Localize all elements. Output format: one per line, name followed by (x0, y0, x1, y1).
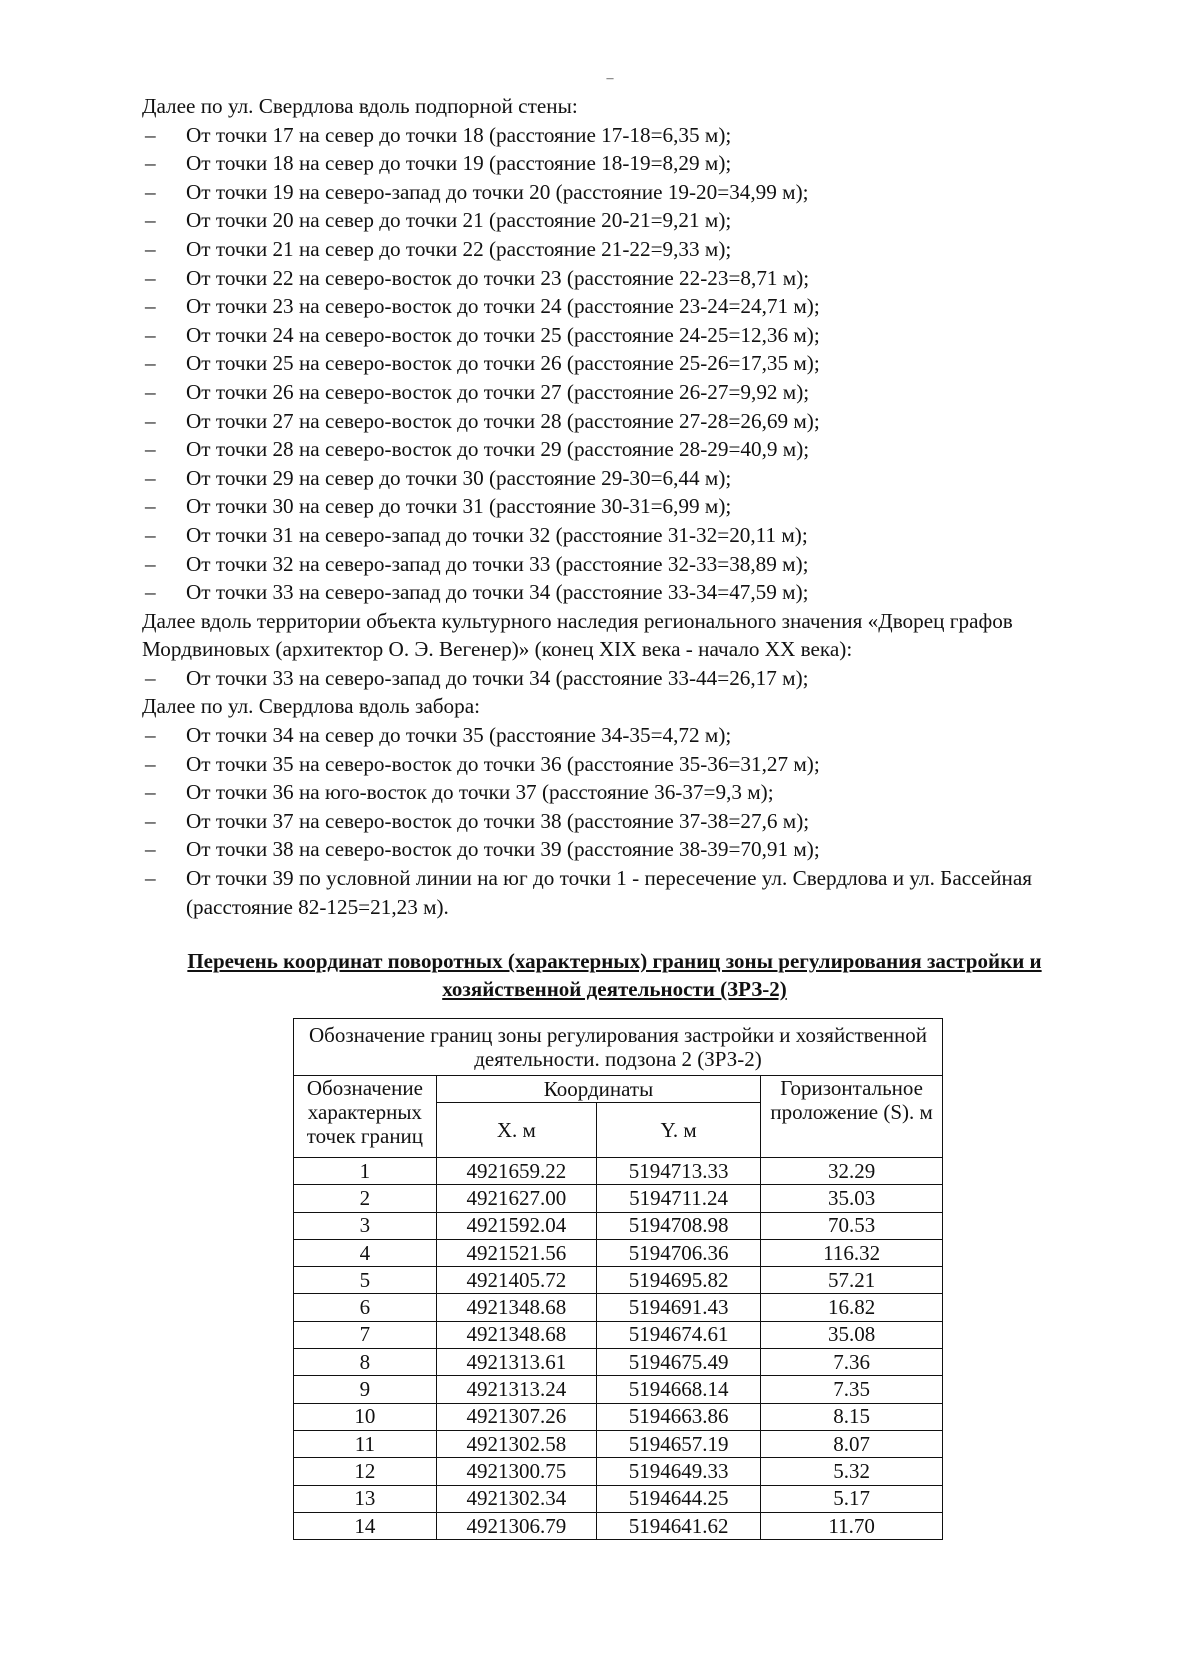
cell-distance: 5.17 (761, 1485, 943, 1512)
cell-distance: 32.29 (761, 1158, 943, 1185)
list-item: – От точки 27 на северо-восток до точки 28 (расстояние 27-28=26,69 м); (142, 407, 1042, 436)
table-row (294, 1212, 943, 1239)
cell-x: 4921521.56 (436, 1239, 596, 1266)
cell-point: 8 (294, 1349, 437, 1376)
fence-paragraph: Далее по ул. Свердлова вдоль забора: (142, 694, 481, 719)
table-row (294, 1349, 943, 1376)
list-item: – От точки 28 на северо-восток до точки 29 (расстояние 28-29=40,9 м); (142, 435, 1042, 464)
cell-distance: 70.53 (761, 1212, 943, 1239)
cell-distance: 57.21 (761, 1267, 943, 1294)
cell-point: 12 (294, 1458, 437, 1485)
list-dash: – (145, 179, 156, 204)
list-dash: – (145, 294, 156, 319)
cell-point: 3 (294, 1212, 437, 1239)
list-item: – От точки 39 по условной линии на юг до точки 1 - пересечение ул. Свердлова и ул. Бассейная (расстояние 82-125=21,23 м). (145, 866, 1033, 919)
list-dash: – (145, 665, 156, 690)
cell-y: 5194691.43 (596, 1294, 760, 1321)
list-item: – От точки 17 на север до точки 18 (расстояние 17-18=6,35 м); (142, 121, 1042, 150)
list-item: – От точки 31 на северо-запад до точки 32 (расстояние 31-32=20,11 м); (142, 521, 1042, 550)
cell-x: 4921592.04 (436, 1212, 596, 1239)
cell-distance: 116.32 (761, 1239, 943, 1266)
list-item: – От точки 21 на север до точки 22 (расстояние 21-22=9,33 м); (142, 235, 1042, 264)
list-dash: – (145, 122, 156, 147)
list-dash: – (145, 551, 156, 576)
cell-y: 5194663.86 (596, 1403, 760, 1430)
heritage-paragraph: Далее вдоль территории объекта культурного наследия регионального значения «Дворец графов Мордвиновых (архитектор О. Э. Вегенер)» (конец XIX века - начало XX века): (142, 608, 1013, 662)
list-dash: – (145, 723, 156, 748)
list-dash: – (145, 522, 156, 547)
list-dash: – (145, 236, 156, 261)
list-dash: – (145, 580, 156, 605)
cell-y: 5194657.19 (596, 1430, 760, 1457)
list-item: – От точки 29 на север до точки 30 (расстояние 29-30=6,44 м); (142, 464, 1042, 493)
table-row (294, 1185, 943, 1212)
header-x: X. м (436, 1103, 596, 1158)
cell-x: 4921313.24 (436, 1376, 596, 1403)
cell-distance: 35.03 (761, 1185, 943, 1212)
cell-x: 4921302.34 (436, 1485, 596, 1512)
table-caption: Обозначение границ зоны регулирования застройки и хозяйственной деятельности. подзона 2 (ЗРЗ-2) (294, 1019, 943, 1076)
list-dash: – (145, 465, 156, 490)
cell-distance: 7.36 (761, 1349, 943, 1376)
cell-y: 5194708.98 (596, 1212, 760, 1239)
list-dash: – (145, 437, 156, 462)
cell-y: 5194641.62 (596, 1512, 760, 1539)
list-dash: – (145, 808, 156, 833)
cell-distance: 5.32 (761, 1458, 943, 1485)
list-item: – От точки 32 на северо-запад до точки 33 (расстояние 32-33=38,89 м); (142, 550, 1042, 579)
cell-y: 5194668.14 (596, 1376, 760, 1403)
list-item: – От точки 33 на северо-запад до точки 34 (расстояние 33-34=47,59 м); (142, 578, 1042, 607)
cell-point: 10 (294, 1403, 437, 1430)
header-point: Обозначение характерных точек границ (294, 1076, 437, 1158)
table-row (294, 1403, 943, 1430)
list-item: – От точки 20 на север до точки 21 (расстояние 20-21=9,21 м); (142, 206, 1042, 235)
list-dash: – (145, 351, 156, 376)
table-caption-row (294, 1019, 943, 1076)
table-header-row (294, 1076, 943, 1103)
list-item: – От точки 22 на северо-восток до точки 23 (расстояние 22-23=8,71 м); (142, 264, 1042, 293)
list-dash: – (145, 265, 156, 290)
table-row (294, 1430, 943, 1457)
list-dash: – (145, 379, 156, 404)
list-item: – От точки 35 на северо-восток до точки 36 (расстояние 35-36=31,27 м); (142, 750, 1042, 779)
coordinates-table (293, 1018, 943, 1540)
list-dash: – (145, 151, 156, 176)
cell-x: 4921348.68 (436, 1294, 596, 1321)
cell-distance: 8.15 (761, 1403, 943, 1430)
cell-x: 4921302.58 (436, 1430, 596, 1457)
intro-paragraph: Далее по ул. Свердлова вдоль подпорной стены: (142, 94, 578, 118)
cell-x: 4921405.72 (436, 1267, 596, 1294)
cell-point: 5 (294, 1267, 437, 1294)
cell-x: 4921313.61 (436, 1349, 596, 1376)
header-distance: Горизонтальное проложение (S). м (761, 1076, 943, 1158)
list-dash: – (145, 866, 156, 891)
cell-y: 5194706.36 (596, 1239, 760, 1266)
list-item: – От точки 25 на северо-восток до точки 26 (расстояние 25-26=17,35 м); (142, 349, 1042, 378)
cell-point: 6 (294, 1294, 437, 1321)
list-item: – От точки 30 на север до точки 31 (расстояние 30-31=6,99 м); (142, 492, 1042, 521)
cell-x: 4921659.22 (436, 1158, 596, 1185)
cell-point: 4 (294, 1239, 437, 1266)
cell-x: 4921306.79 (436, 1512, 596, 1539)
cell-y: 5194695.82 (596, 1267, 760, 1294)
list-dash: – (145, 751, 156, 776)
list-item: – От точки 33 на северо-запад до точки 34 (расстояние 33-44=26,17 м); (142, 664, 1042, 693)
list-item: – От точки 37 на северо-восток до точки 38 (расстояние 37-38=27,6 м); (142, 807, 1042, 836)
cell-point: 14 (294, 1512, 437, 1539)
cell-point: 11 (294, 1430, 437, 1457)
cell-y: 5194649.33 (596, 1458, 760, 1485)
table-row (294, 1512, 943, 1539)
cell-x: 4921300.75 (436, 1458, 596, 1485)
cell-y: 5194675.49 (596, 1349, 760, 1376)
cell-point: 9 (294, 1376, 437, 1403)
header-y: Y. м (596, 1103, 760, 1158)
cell-point: 1 (294, 1158, 437, 1185)
list-item: – От точки 36 на юго-восток до точки 37 (расстояние 36-37=9,3 м); (142, 778, 1042, 807)
cell-y: 5194644.25 (596, 1485, 760, 1512)
cell-distance: 8.07 (761, 1430, 943, 1457)
cell-y: 5194713.33 (596, 1158, 760, 1185)
cell-point: 7 (294, 1321, 437, 1348)
cell-y: 5194674.61 (596, 1321, 760, 1348)
table-row (294, 1458, 943, 1485)
table-row (294, 1158, 943, 1185)
list-segment-2 (142, 664, 1042, 693)
cell-point: 13 (294, 1485, 437, 1512)
table-row (294, 1267, 943, 1294)
list-dash: – (145, 494, 156, 519)
list-item: – От точки 23 на северо-восток до точки 24 (расстояние 23-24=24,71 м); (142, 292, 1042, 321)
cell-distance: 16.82 (761, 1294, 943, 1321)
cell-x: 4921307.26 (436, 1403, 596, 1430)
boundary-description (142, 92, 1042, 921)
list-dash: – (145, 322, 156, 347)
list-dash: – (145, 837, 156, 862)
table-row (294, 1376, 943, 1403)
list-item: – От точки 19 на северо-запад до точки 20 (расстояние 19-20=34,99 м); (142, 178, 1042, 207)
list-segment-3 (142, 721, 1042, 921)
page-number: – (606, 71, 614, 86)
table-row (294, 1239, 943, 1266)
list-item: – От точки 18 на север до точки 19 (расстояние 18-19=8,29 м); (142, 149, 1042, 178)
cell-x: 4921348.68 (436, 1321, 596, 1348)
list-item: – От точки 38 на северо-восток до точки 39 (расстояние 38-39=70,91 м); (142, 835, 1042, 864)
cell-distance: 35.08 (761, 1321, 943, 1348)
cell-distance: 11.70 (761, 1512, 943, 1539)
cell-point: 2 (294, 1185, 437, 1212)
cell-distance: 7.35 (761, 1376, 943, 1403)
cell-x: 4921627.00 (436, 1185, 596, 1212)
header-coordinates: Координаты (436, 1076, 760, 1103)
section-heading: Перечень координат поворотных (характерных) границ зоны регулирования застройки и хозяйственной деятельности (ЗРЗ-2) (187, 949, 1042, 1001)
table-row (294, 1321, 943, 1348)
list-segment-1 (142, 121, 1042, 607)
table-row (294, 1294, 943, 1321)
table-row (294, 1485, 943, 1512)
list-dash: – (145, 780, 156, 805)
cell-y: 5194711.24 (596, 1185, 760, 1212)
list-item: – От точки 34 на север до точки 35 (расстояние 34-35=4,72 м); (142, 721, 1042, 750)
list-dash: – (145, 408, 156, 433)
list-item: – От точки 26 на северо-восток до точки 27 (расстояние 26-27=9,92 м); (142, 378, 1042, 407)
list-item: – От точки 24 на северо-восток до точки 25 (расстояние 24-25=12,36 м); (142, 321, 1042, 350)
list-dash: – (145, 208, 156, 233)
